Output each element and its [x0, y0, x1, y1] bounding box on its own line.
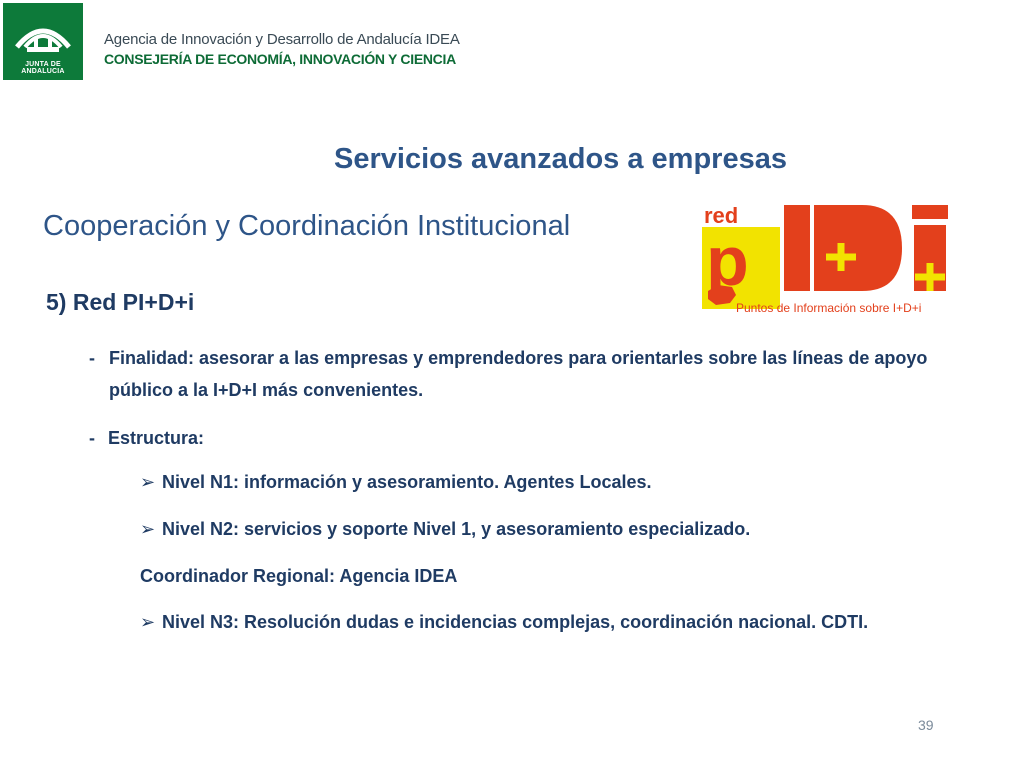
red-pidi-logo [702, 203, 954, 318]
pidi-red-word: red [704, 203, 739, 228]
level-item-n3 [140, 606, 868, 638]
pidi-p-letter: p [706, 222, 749, 300]
arrow-bullet-icon: ➢ [140, 612, 156, 632]
slide-title: Servicios avanzados a empresas [334, 143, 787, 175]
level-text: Nivel N1: información y asesoramiento. Agentes Locales. [162, 472, 652, 492]
junta-de-andalucia-logo [3, 3, 83, 80]
pidi-d-block [814, 205, 902, 291]
level-text: Coordinador Regional: Agencia IDEA [140, 566, 458, 586]
dash-bullet: - [89, 348, 95, 368]
level-text: Nivel N2: servicios y soporte Nivel 1, y asesoramiento especializado. [162, 519, 751, 539]
page-number: 39 [918, 717, 934, 733]
level-item-n1 [140, 466, 652, 498]
consejeria-name: CONSEJERÍA DE ECONOMÍA, INNOVACIÓN Y CIENCIA [104, 51, 456, 67]
agency-name: Agencia de Innovación y Desarrollo de Andalucía IDEA [104, 31, 460, 48]
pidi-caption: Puntos de Información sobre I+D+i [736, 301, 922, 315]
dash-bullet: - [89, 428, 95, 448]
level-item-n2 [140, 513, 750, 545]
coordinador-regional [140, 560, 457, 592]
estructura-label: Estructura: [108, 428, 205, 448]
finalidad-text: Finalidad: asesorar a las empresas y emprendedores para orientarles sobre las líneas de apoyo público a la I+D+I más convenientes. [109, 348, 928, 400]
pidi-i-dot [912, 205, 948, 219]
arch-emblem-icon [3, 3, 83, 63]
arrow-bullet-icon: ➢ [140, 519, 156, 539]
arrow-bullet-icon: ➢ [140, 472, 156, 492]
pidi-i-block [784, 205, 810, 291]
section-title: Cooperación y Coordinación Institucional [43, 210, 571, 242]
logo-caption: JUNTA DE ANDALUCIA [21, 61, 65, 75]
subheading: 5) Red PI+D+i [46, 289, 195, 315]
level-text: Nivel N3: Resolución dudas e incidencias complejas, coordinación nacional. CDTI. [162, 612, 869, 632]
